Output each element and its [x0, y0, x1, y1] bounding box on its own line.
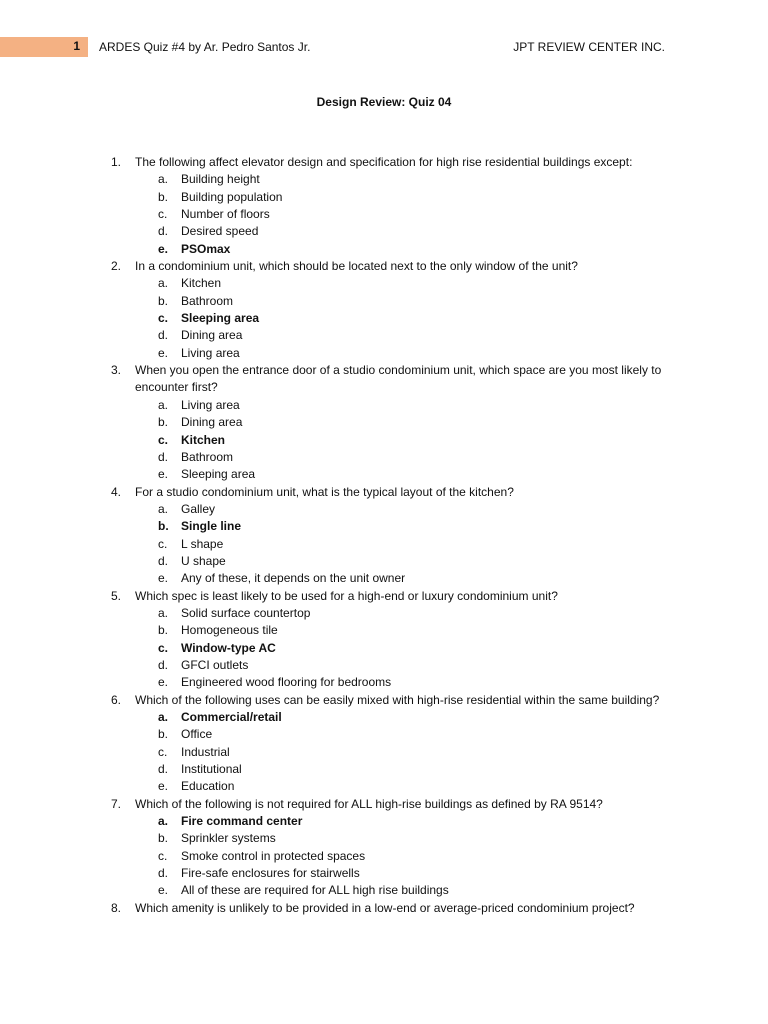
choice-text: Engineered wood flooring for bedrooms: [181, 675, 392, 690]
choice-item: [135, 397, 675, 414]
choice-item: [135, 223, 675, 240]
choice-item: [135, 345, 675, 362]
choice-letter: d.: [158, 328, 169, 343]
choice-item: [135, 206, 675, 223]
choice-letter: b.: [158, 415, 169, 430]
question-text: Which of the following uses can be easily mixed with high-rise residential within the same building?: [135, 692, 660, 707]
choice-item: [135, 726, 675, 743]
choice-text: Single line: [181, 519, 242, 534]
choice-text: Living area: [181, 397, 240, 412]
choice-item: [135, 327, 675, 344]
choice-item: [135, 414, 675, 431]
choice-text: Sleeping area: [181, 311, 260, 326]
choice-text: Building height: [181, 172, 260, 187]
choice-text: Commercial/retail: [181, 710, 282, 724]
choice-letter: e.: [158, 675, 169, 690]
choice-item: [135, 622, 675, 639]
choice-letter: c.: [158, 848, 168, 863]
choice-letter: a.: [158, 276, 169, 291]
choice-item: [135, 293, 675, 310]
question-item: [0, 258, 675, 362]
page-number: 1: [73, 39, 80, 53]
choice-item: [135, 466, 675, 483]
choice-item: [135, 275, 675, 292]
choice-text: Bathroom: [181, 293, 234, 308]
choice-letter: d.: [158, 866, 169, 881]
choice-list: [135, 813, 675, 900]
choice-item: [135, 744, 675, 761]
answer-choice: [135, 432, 675, 449]
choice-item: [135, 553, 675, 570]
choice-text: Fire-safe enclosures for stairwells: [181, 866, 360, 881]
question-text: The following affect elevator design and specification for high rise residential buildings except:: [135, 155, 633, 169]
question-number: 1.: [111, 155, 122, 169]
choice-text: Number of floors: [181, 207, 270, 222]
choice-list: [135, 171, 675, 258]
choice-letter: b.: [158, 831, 169, 846]
choice-item: [135, 171, 675, 188]
question-text: Which amenity is unlikely to be provided in a low-end or average-priced condominium project?: [135, 900, 635, 915]
question-item: [0, 588, 675, 692]
question-item: [0, 484, 675, 588]
choice-text: Kitchen: [181, 276, 222, 291]
choice-letter: c.: [158, 432, 169, 447]
question-text: Which spec is least likely to be used for a high-end or luxury condominium unit?: [135, 588, 558, 603]
question-text: For a studio condominium unit, what is the typical layout of the kitchen?: [135, 484, 514, 499]
choice-item: [135, 674, 675, 691]
choice-letter: b.: [158, 189, 169, 204]
choice-letter: d.: [158, 224, 169, 239]
choice-item: [135, 865, 675, 882]
choice-letter: c.: [158, 744, 168, 759]
choice-text: Living area: [181, 345, 240, 360]
choice-letter: b.: [158, 727, 169, 742]
header-title: ARDES Quiz #4 by Ar. Pedro Santos Jr.: [99, 40, 311, 54]
choice-letter: a.: [158, 605, 169, 620]
choice-letter: a.: [158, 501, 169, 516]
choice-text: Sprinkler systems: [181, 831, 276, 846]
choice-letter: e.: [158, 241, 169, 256]
choice-item: [135, 570, 675, 587]
choice-text: Galley: [181, 501, 216, 516]
answer-choice: [135, 241, 675, 258]
choice-letter: a.: [158, 710, 169, 724]
choice-text: GFCI outlets: [181, 657, 249, 672]
question-number: 4.: [111, 484, 122, 499]
answer-choice: [135, 709, 675, 726]
choice-text: Institutional: [181, 762, 242, 777]
choice-letter: d.: [158, 657, 169, 672]
choice-item: [135, 778, 675, 795]
choice-letter: b.: [158, 519, 169, 534]
choice-letter: b.: [158, 293, 169, 308]
choice-letter: c.: [158, 311, 169, 326]
choice-letter: e.: [158, 571, 169, 586]
choice-list: [135, 501, 675, 588]
choice-letter: a.: [158, 172, 169, 187]
choice-item: [135, 657, 675, 674]
choice-text: Industrial: [181, 744, 230, 759]
choice-text: L shape: [181, 536, 224, 551]
choice-letter: a.: [158, 397, 169, 412]
choice-letter: c.: [158, 536, 168, 551]
question-item: [0, 154, 675, 258]
choice-list: [135, 605, 675, 692]
choice-letter: a.: [158, 814, 169, 829]
choice-text: Smoke control in protected spaces: [181, 848, 366, 863]
answer-choice: [135, 310, 675, 327]
choice-text: U shape: [181, 553, 226, 568]
question-item: [0, 900, 675, 917]
choice-letter: e.: [158, 467, 169, 482]
question-number: 3.: [111, 363, 122, 378]
choice-item: [135, 501, 675, 518]
choice-letter: e.: [158, 779, 169, 794]
answer-choice: [135, 813, 675, 830]
choice-letter: c.: [158, 207, 168, 222]
choice-letter: d.: [158, 553, 169, 568]
choice-text: Building population: [181, 189, 283, 204]
choice-letter: e.: [158, 883, 169, 898]
choice-text: All of these are required for ALL high rise buildings: [181, 883, 449, 898]
choice-text: Solid surface countertop: [181, 605, 311, 620]
page-header: [0, 37, 768, 57]
choice-text: Office: [181, 727, 213, 742]
question-text: When you open the entrance door of a studio condominium unit, which space are you most likely to encounter first?: [135, 363, 662, 395]
choice-list: [135, 397, 675, 484]
page-number-tab: [0, 37, 88, 57]
question-item: [0, 692, 675, 796]
choice-text: Any of these, it depends on the unit owner: [181, 571, 406, 586]
choice-text: Sleeping area: [181, 467, 256, 482]
question-item: [0, 796, 675, 900]
choice-letter: b.: [158, 623, 169, 638]
question-number: 7.: [111, 796, 122, 811]
question-text: In a condominium unit, which should be located next to the only window of the unit?: [135, 259, 578, 274]
choice-text: Fire command center: [181, 814, 303, 829]
choice-item: [135, 605, 675, 622]
question-number: 6.: [111, 692, 122, 707]
choice-letter: c.: [158, 640, 169, 655]
choice-text: Dining area: [181, 415, 243, 430]
choice-item: [135, 848, 675, 865]
choice-letter: d.: [158, 449, 169, 464]
choice-list: [135, 275, 675, 362]
question-number: 2.: [111, 259, 122, 274]
question-number: 5.: [111, 588, 122, 603]
document-title: Design Review: Quiz 04: [316, 95, 452, 109]
choice-text: Homogeneous tile: [181, 623, 278, 638]
choice-text: Bathroom: [181, 449, 234, 464]
answer-choice: [135, 640, 675, 657]
choice-item: [135, 449, 675, 466]
choice-list: [135, 709, 675, 796]
choice-letter: e.: [158, 345, 169, 360]
choice-item: [135, 830, 675, 847]
choice-item: [135, 189, 675, 206]
question-item: [0, 362, 675, 483]
question-number: 8.: [111, 900, 122, 915]
choice-item: [135, 536, 675, 553]
choice-text: Education: [181, 779, 235, 794]
choice-text: Desired speed: [181, 224, 259, 239]
header-organization: JPT REVIEW CENTER INC.: [513, 40, 665, 54]
choice-text: PSOmax: [181, 241, 231, 256]
choice-text: Dining area: [181, 328, 243, 343]
choice-letter: d.: [158, 762, 169, 777]
choice-item: [135, 761, 675, 778]
choice-text: Kitchen: [181, 432, 226, 447]
answer-choice: [135, 518, 675, 535]
question-text: Which of the following is not required for ALL high-rise buildings as defined by RA 9514?: [135, 796, 603, 811]
choice-item: [135, 882, 675, 899]
choice-text: Window-type AC: [181, 640, 276, 655]
question-list: [0, 154, 768, 917]
